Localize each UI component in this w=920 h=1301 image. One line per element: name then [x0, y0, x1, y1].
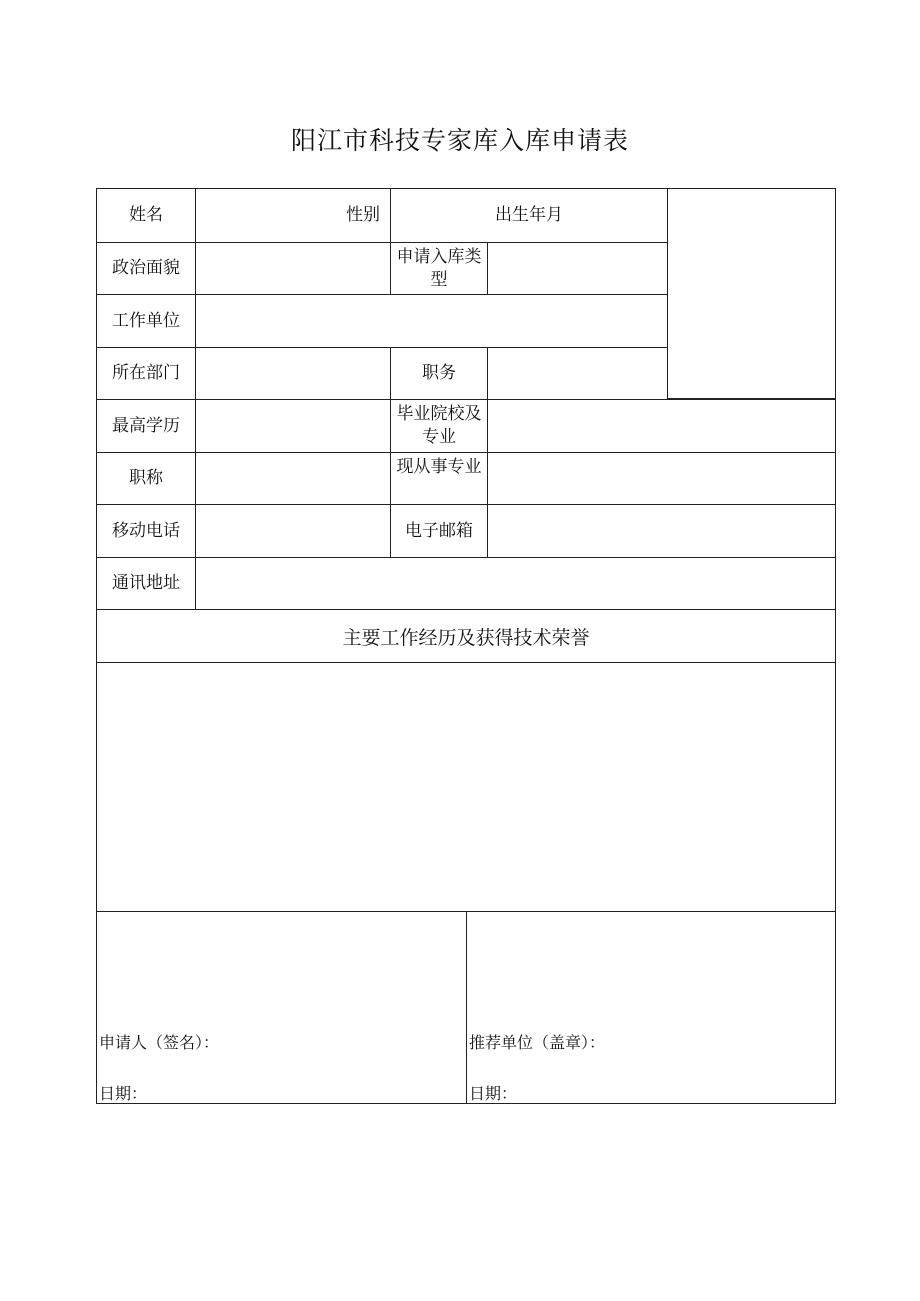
- work-unit-field[interactable]: [195, 294, 668, 348]
- label-name-text: 姓名: [129, 205, 163, 225]
- title-rank-field[interactable]: [195, 452, 391, 505]
- apply-type-field[interactable]: [487, 242, 668, 295]
- label-position: [390, 347, 488, 400]
- label-graduated-school-major: [390, 399, 488, 453]
- mobile-field[interactable]: [195, 504, 391, 558]
- experience-heading-text: 主要工作经历及获得技术荣誉: [342, 626, 590, 649]
- recommender-seal-area[interactable]: [466, 911, 836, 1104]
- recommender-seal-label: 推荐单位（盖章）：: [469, 1033, 606, 1052]
- label-address-text: 通讯地址: [112, 573, 180, 593]
- name-field-with-gender-label[interactable]: [195, 188, 391, 243]
- label-graduated-school-major-text: 毕业院校及专业: [396, 404, 482, 447]
- email-field[interactable]: [487, 504, 836, 558]
- birth-field-with-label[interactable]: [390, 188, 668, 243]
- label-title-rank: [96, 452, 196, 505]
- department-field[interactable]: [195, 347, 391, 400]
- photo-box[interactable]: [667, 188, 836, 399]
- label-email: [390, 504, 488, 558]
- political-status-field[interactable]: [195, 242, 391, 295]
- label-education-text: 最高学历: [112, 415, 180, 436]
- applicant-sign-label: 申请人（签名）：: [99, 1033, 220, 1052]
- experience-section-heading: [96, 609, 836, 663]
- label-work-unit-text: 工作单位: [112, 310, 180, 331]
- page-title: 阳江市科技专家库入库申请表: [290, 126, 629, 155]
- position-field[interactable]: [487, 347, 668, 400]
- label-birth-text: 出生年月: [495, 205, 563, 225]
- label-work-unit: [96, 294, 196, 348]
- label-apply-type-text: 申请入库类型: [396, 247, 482, 290]
- label-department-text: 所在部门: [112, 363, 180, 383]
- label-education: [96, 399, 196, 453]
- label-mobile-text: 移动电话: [112, 520, 180, 541]
- applicant-signature-area[interactable]: [96, 911, 467, 1104]
- label-email-text: 电子邮箱: [405, 520, 473, 541]
- label-current-major: [390, 452, 488, 505]
- label-gender-text: 性别: [346, 205, 380, 225]
- current-major-field[interactable]: [487, 452, 836, 505]
- label-apply-type: [390, 242, 488, 295]
- graduated-school-major-field[interactable]: [487, 399, 836, 453]
- label-name: [96, 188, 196, 243]
- applicant-date-label: 日期：: [99, 1084, 148, 1103]
- label-address: [96, 557, 196, 610]
- label-department: [96, 347, 196, 400]
- label-political-status-text: 政治面貌: [112, 258, 180, 278]
- address-field[interactable]: [195, 557, 836, 610]
- label-current-major-text: 现从事专业: [396, 457, 482, 477]
- experience-textarea[interactable]: [96, 662, 836, 912]
- label-title-rank-text: 职称: [129, 468, 163, 488]
- label-mobile: [96, 504, 196, 558]
- label-position-text: 职务: [422, 363, 456, 383]
- education-field[interactable]: [195, 399, 391, 453]
- label-political-status: [96, 242, 196, 295]
- recommender-date-label: 日期：: [469, 1084, 518, 1103]
